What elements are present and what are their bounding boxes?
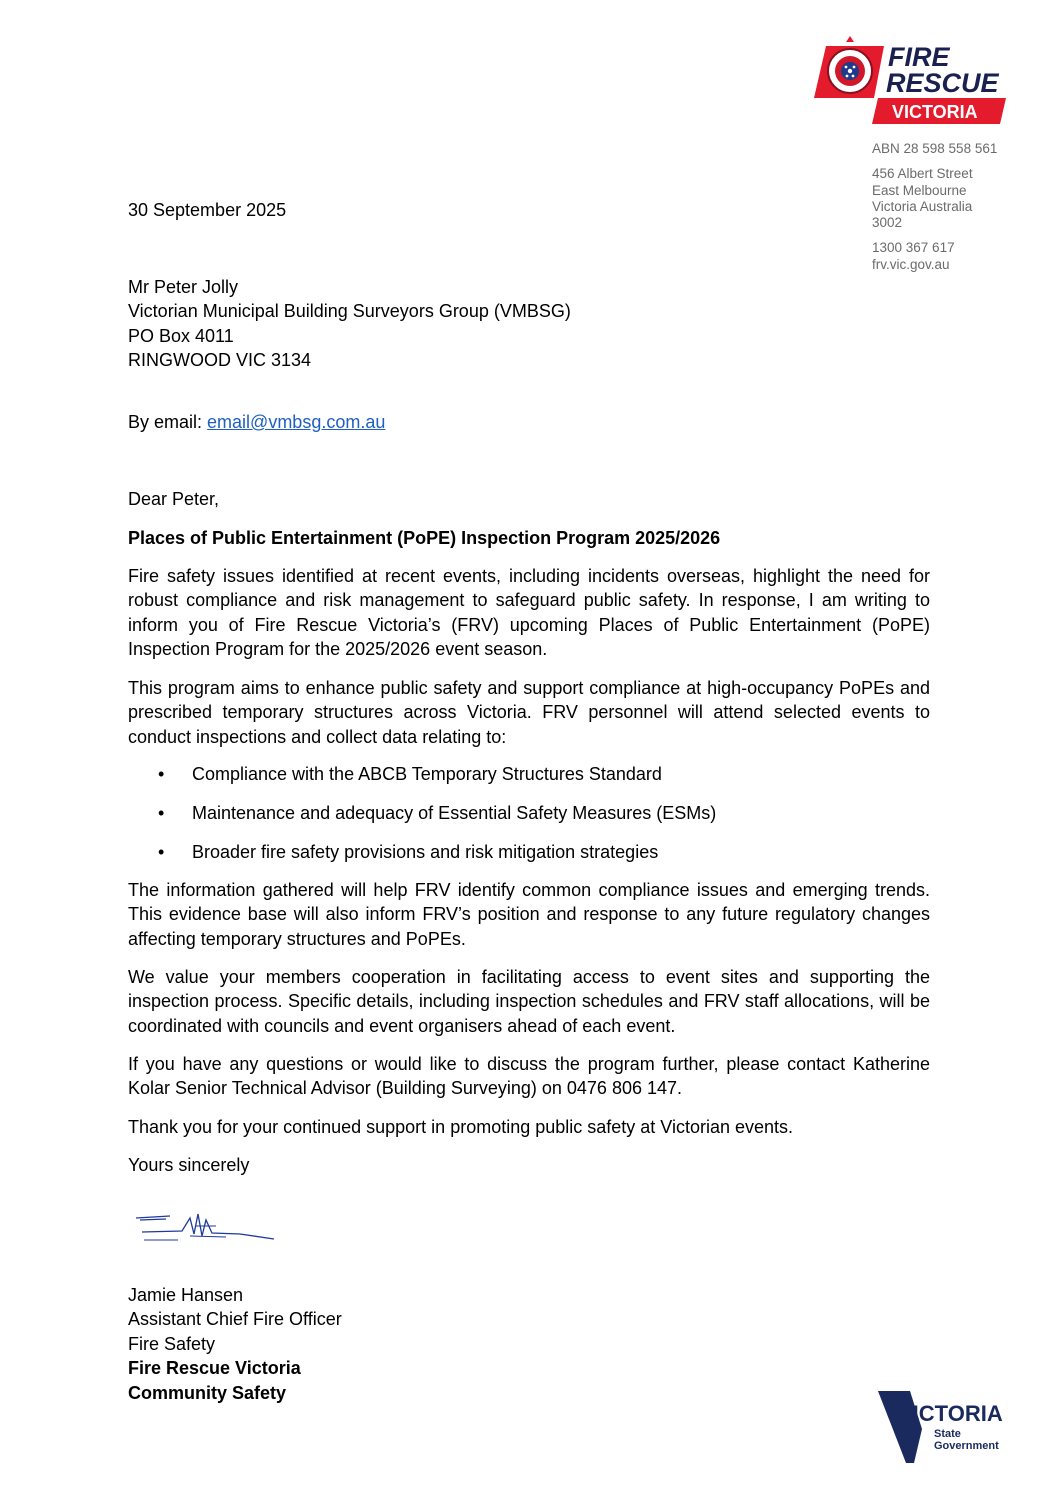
inspection-data-list	[128, 762, 930, 879]
signatory-block	[128, 1283, 930, 1405]
by-email-label: By email:	[128, 412, 208, 432]
recipient-suburb: RINGWOOD VIC 3134	[128, 350, 312, 371]
signatory-title: Assistant Chief Fire Officer	[128, 1309, 342, 1330]
logo-word-rescue: RESCUE	[886, 68, 999, 98]
by-email-line	[128, 410, 930, 434]
recipient-po-box: PO Box 4011	[128, 325, 234, 346]
address-line: 456 Albert Street	[872, 166, 973, 182]
letter-date: 30 September 2025	[128, 200, 287, 220]
abn: ABN 28 598 558 561	[872, 141, 998, 156]
logo-word-victoria: VICTORIA	[892, 102, 978, 122]
body-paragraph-1: Fire safety issues identified at recent events, including incidents overseas, highlight the need for robust compliance and risk management to safeguard public safety. In response, I am writing to inform you of Fire Rescue Victoria’s (FRV) upcoming Places of Public Entertainment (PoPE) Inspection Program for the 2025/2026 event season.	[128, 566, 930, 660]
signatory-organisation: Fire Rescue Victoria	[128, 1358, 301, 1379]
vic-logo-government: Government	[934, 1440, 999, 1452]
list-item	[128, 840, 930, 879]
signatory-division: Community Safety	[128, 1382, 287, 1403]
website: frv.vic.gov.au	[872, 256, 950, 272]
vic-logo-word: VICTORIA	[898, 1401, 1003, 1426]
list-item-text: Maintenance and adequacy of Essential Safety Measures (ESMs)	[192, 803, 717, 823]
closing: Yours sincerely	[128, 1155, 250, 1175]
email-link[interactable]: email@vmbsg.com.au	[207, 412, 386, 432]
phone: 1300 367 617	[872, 240, 955, 256]
handwritten-signature	[130, 1206, 280, 1246]
body-paragraph-6: Thank you for your continued support in promoting public safety at Victorian events.	[128, 1117, 794, 1137]
subject-heading: Places of Public Entertainment (PoPE) Inspection Program 2025/2026	[128, 528, 721, 548]
salutation: Dear Peter,	[128, 489, 220, 509]
signatory-name: Jamie Hansen	[128, 1285, 244, 1305]
bullet-icon: •	[158, 764, 165, 784]
list-item	[128, 801, 930, 840]
address-line: Victoria Australia	[872, 198, 973, 214]
recipient-name: Mr Peter Jolly	[128, 277, 239, 297]
list-item	[128, 762, 930, 801]
bullet-icon: •	[158, 842, 165, 862]
list-item-text: Broader fire safety provisions and risk mitigation strategies	[192, 842, 659, 862]
victoria-state-government-logo	[876, 1389, 1008, 1465]
body-paragraph-4: We value your members cooperation in facilitating access to event sites and supporting the inspection process. Specific details, including inspection schedules and FRV staff allocations, will be coordinated with councils and event organisers ahead of each event.	[128, 967, 930, 1036]
address-line: 3002	[872, 215, 903, 231]
vic-logo-state: State	[934, 1428, 961, 1440]
address-line: East Melbourne	[872, 182, 967, 198]
logo-word-fire: FIRE	[888, 42, 950, 72]
bullet-icon: •	[158, 803, 165, 823]
recipient-organisation: Victorian Municipal Building Surveyors Group (VMBSG)	[128, 301, 571, 322]
signatory-department: Fire Safety	[128, 1333, 216, 1354]
recipient-block	[128, 275, 930, 373]
body-paragraph-3: The information gathered will help FRV identify common compliance issues and emerging trends. This evidence base will also inform FRV’s position and response to any future regulatory changes affecting temporary structures and PoPEs.	[128, 880, 930, 949]
list-item-text: Compliance with the ABCB Temporary Structures Standard	[192, 764, 662, 784]
body-paragraph-5: If you have any questions or would like to discuss the program further, please contact Katherine Kolar Senior Technical Advisor (Building Surveying) on 0476 806 147.	[128, 1054, 930, 1099]
body-paragraph-2: This program aims to enhance public safety and support compliance at high-occupancy PoPEs and prescribed temporary structures across Victoria. FRV personnel will attend selected events to conduct inspections and collect data relating to:	[128, 678, 930, 747]
fire-rescue-victoria-logo	[812, 36, 1008, 126]
